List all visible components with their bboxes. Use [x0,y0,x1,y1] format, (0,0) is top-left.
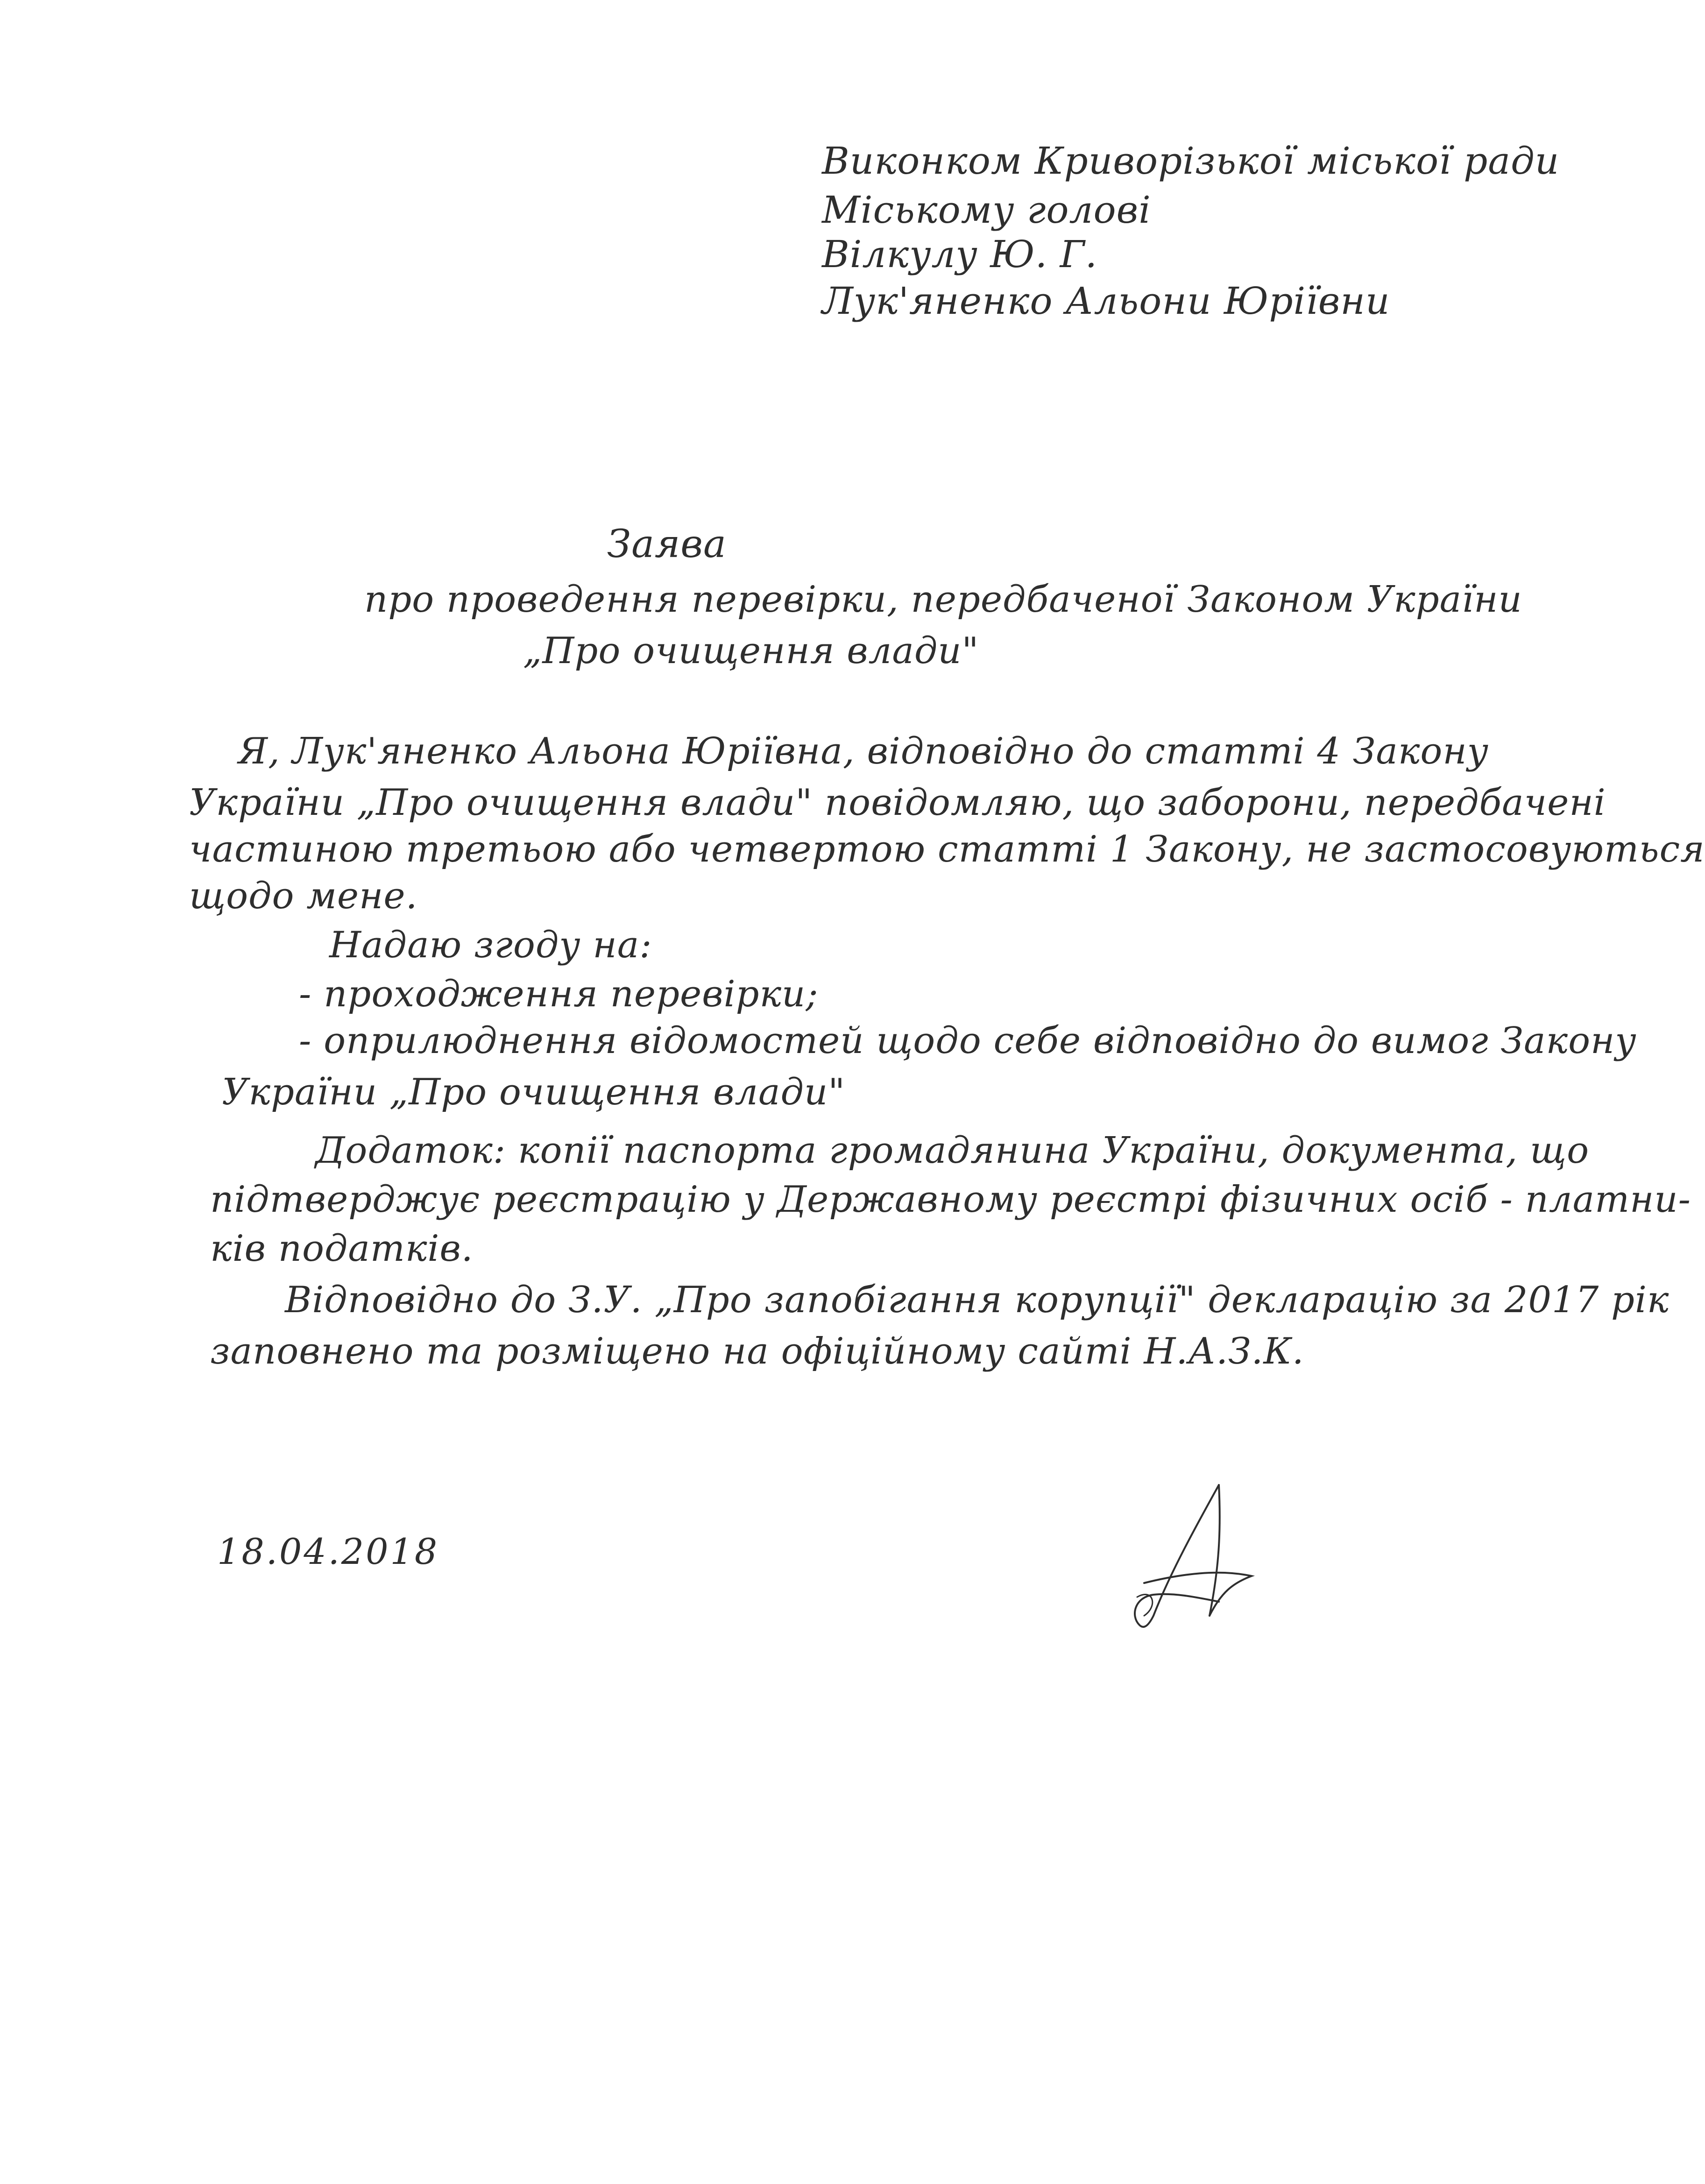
body-text-line: ків податків. [210,1228,474,1270]
body-text-line: частиною третьою або четвертою статті 1 Закону, не застосовуються [189,828,1705,870]
document-title: Заява [607,522,727,566]
body-text-line: щодо мене. [189,875,418,917]
body-text-line: України „Про очищення влади" [222,1071,846,1113]
body-text-line: підтверджує реєстрацію у Державному реєстрі фізичних осіб - платни- [210,1179,1691,1221]
body-text-line: Надаю згоду на: [329,924,652,966]
signature [1125,1476,1261,1634]
body-text-line: Я, Лук'яненко Альона Юріївна, відповідно до статті 4 Закону [238,730,1489,772]
body-text-line: Додаток: копії паспорта громадянина України, документа, що [315,1130,1590,1172]
addressee-name: Вілкулу Ю. Г. [822,233,1097,276]
body-text-line: заповнено та розміщено на офіційному сайті Н.А.З.К. [210,1330,1304,1372]
document-subtitle-line2: „Про очищення влади" [523,630,979,672]
addressee-organization: Виконком Криворізької міської ради [822,139,1560,183]
body-text-line: України „Про очищення влади" повідомляю, що заборони, передбачені [189,782,1606,824]
addressee-position: Міському голові [822,188,1151,232]
applicant-name: Лук'яненко Альони Юріївни [822,279,1390,323]
document-date: 18.04.2018 [217,1531,439,1572]
body-text-line: Відповідно до З.У. „Про запобігання корупції" декларацію за 2017 рік [285,1279,1670,1321]
body-list-item: - проходження перевірки; [299,973,819,1015]
body-list-item: - оприлюднення відомостей щодо себе відповідно до вимог Закону [299,1020,1637,1062]
document-subtitle-line1: про проведення перевірки, передбаченої Законом України [364,579,1522,621]
